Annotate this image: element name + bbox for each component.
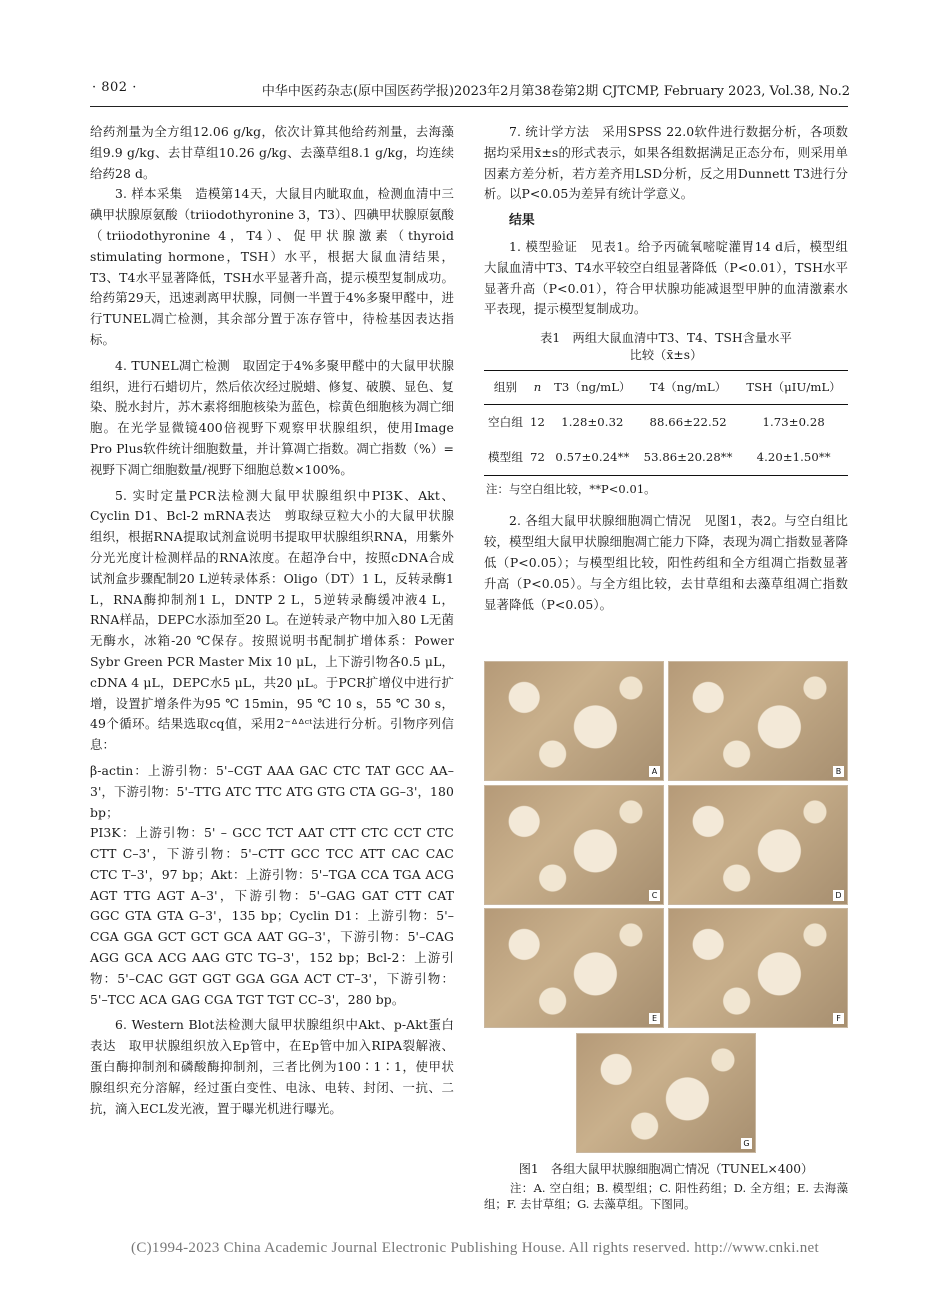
table-cell: 模型组 (484, 440, 527, 475)
paragraph-western-blot: 6. Western Blot法检测大鼠甲状腺组织中Akt、p-Akt蛋白表达 取甲状腺组织放入Ep管中，在Ep管中加入RIPA裂解液、蛋白酶抑制剂和磷酸酶抑制剂，三者比例为100∶1∶1，使甲状腺组织充分溶解，经过蛋白变性、电泳、电转、封闭、一抗、二抗，滴入ECL发光液，置于曝光机进行曝光。 (90, 1017, 454, 1116)
paragraph-dosage: 给药剂量为全方组12.06 g/kg，依次计算其他给药剂量，去海藻组9.9 g/kg、去甘草组10.26 g/kg、去藻草组8.1 g/kg，均连续给药28 d。 (90, 124, 454, 181)
micrograph-panel-b (668, 661, 848, 781)
journal-header: 中华中医药杂志(原中国医药学报)2023年2月第38卷第2期 CJTCMP, February 2023, Vol.38, No.2 (261, 84, 850, 99)
paragraph-statistics: 7. 统计学方法 采用SPSS 22.0软件进行数据分析，各项数据均采用x̄±s的形式表示，如果各组数据满足正态分布，则采用单因素方差分析，若方差齐用LSD分析，反之用Dunnett T3进行分析。以P<0.05为差异有统计学意义。 (484, 124, 848, 202)
panel-label: E (649, 1013, 660, 1024)
table-cell: 12 (530, 414, 545, 429)
table-row (484, 404, 848, 439)
table-cell: 88.66±22.52 (649, 414, 727, 429)
table-cell: 53.86±20.28** (637, 440, 739, 475)
primer-list: PI3K：上游引物：5' – GCC TCT AAT CTT CTC CCT CTC CTT C–3'，下游引物：5'–CTT GCC TCC ATT CAC CAC CTC T–3'，97 bp；Akt：上游引物：5'–TGA CCA TGA ACG AGT TTG AGT A–3'，下游引物：5'–GAG GAT CTT CAT GGC GTA GTA G–3'，135 bp；Cyclin D1：上游引物：5'–CGA GGA GCT GCT GCA AAT GG–3'，下游引物：5'–CAG AGG GCA ACG AAG GTC TG–3'，152 bp；Bcl-2：上游引物：5'–CAC GGT GGT GGA GGA ACT CT–3'，下游引物：5'–TCC ACA GAG CGA TGT TGT CC–3'，280 bp。 (90, 825, 454, 1007)
table-caption-line-1: 表1 两组大鼠血清中T3、T4、TSH含量水平 (540, 331, 792, 346)
right-column (484, 122, 848, 620)
paragraph-sampling: 3. 样本采集 造模第14天，大鼠目内眦取血，检测血清中三碘甲状腺原氨酸（triiodothyronine 3，T3）、四碘甲状腺原氨酸（triiodothyronine 4，T4）、促甲状腺激素（thyroid stimulating hormone，TSH）水平，根据大鼠血清结果，T3、T4水平显著降低，TSH水平显著升高，提示模型复制成功。给药第29天，迅速剥离甲状腺，同侧一半置于4%多聚甲醛中，进行TUNEL凋亡检测，其余部分置于冻存管中，待检基因表达指标。 (90, 186, 454, 347)
panel-label: C (649, 890, 660, 901)
copyright-footer: (C)1994-2023 China Academic Journal Electronic Publishing House. All rights reserved. http://www.cnki.net (131, 1240, 819, 1256)
paragraph-pcr: 5. 实时定量PCR法检测大鼠甲状腺组织中PI3K、Akt、Cyclin D1、Bcl-2 mRNA表达 剪取绿豆粒大小的大鼠甲状腺组织，根据RNA提取试剂盒说明书提取甲状腺组织RNA，用紫外分光光度计检测样品的RNA浓度。在超净台中，按照cDNA合成试剂盒步骤配制20 L逆转录体系：Oligo（DT）1 L，反转录酶1 L，RNA酶抑制剂1 L，DNTP 2 L，5逆转录酶缓冲液4 L，RNA样品，DEPC水添加至20 L。在逆转录产物中加入80 L无菌无酶水，冰箱-20 ℃保存。按照说明书配制扩增体系：Power Sybr Green PCR Master Mix 10 μL，上下游引物各0.5 μL，cDNA 4 μL，DEPC水5 μL，共20 μL。于PCR扩增仪中进行扩增，设置扩增条件为95 ℃ 15min，95 ℃ 10 s，55 ℃ 30 s，49个循环。结果选取cq值，采用2⁻ᐞᐞᶜᵗ法进行分析。引物序列信息： (90, 487, 454, 753)
header-rule (90, 106, 848, 107)
panel-label: G (741, 1138, 752, 1149)
micrograph-panel-a (484, 661, 664, 781)
panel-label: D (833, 890, 844, 901)
micrograph-panel-d (668, 785, 848, 905)
table-cell: 0.57±0.24** (548, 440, 637, 475)
table-header: T4（ng/mL） (637, 371, 739, 405)
paragraph-tunel: 4. TUNEL凋亡检测 取固定于4%多聚甲醛中的大鼠甲状腺组织，进行石蜡切片，然后依次经过脱蜡、修复、破膜、显色、复染、脱水封片，苏木素将细胞核染为蓝色，棕黄色细胞核为凋亡细胞。在光学显微镜400倍视野下观察甲状腺组织，使用Image Pro Plus软件统计细胞数量，并计算凋亡指数。凋亡指数（%）=视野下凋亡细胞数量/视野下细胞总数×100%。 (90, 357, 454, 477)
table-cell: 4.20±1.50** (739, 440, 848, 475)
table-header: n (527, 371, 548, 405)
table-cell: 1.28±0.32 (561, 414, 624, 429)
table-row (484, 440, 848, 475)
table-header: TSH（μIU/mL） (739, 371, 848, 405)
paragraph-model-validation: 1. 模型验证 见表1。给予丙硫氧嘧啶灌胃14 d后，模型组大鼠血清中T3、T4水平较空白组显著降低（P<0.01），TSH水平显著升高（P<0.01），符合甲状腺功能减退型甲肿的血清激素水平表现，提示模型复制成功。 (484, 238, 848, 317)
table-cell: 72 (527, 440, 548, 475)
figure-note: 注：A. 空白组；B. 模型组；C. 阳性药组；D. 全方组；E. 去海藻组；F. 去甘草组；G. 去藻草组。下图同。 (484, 1181, 848, 1211)
table-header-row (484, 371, 848, 405)
results-heading: 结果 (509, 213, 535, 229)
serum-hormone-table (484, 370, 848, 475)
table-caption (484, 330, 848, 364)
table-cell: 空白组 (487, 414, 524, 429)
micrograph-panel-f (668, 908, 848, 1028)
table-note: 注：与空白组比较，**P<0.01。 (486, 481, 656, 496)
paragraph-apoptosis: 2. 各组大鼠甲状腺细胞凋亡情况 见图1，表2。与空白组比较，模型组大鼠甲状腺细胞凋亡能力下降，表现为凋亡指数显著降低（P<0.05）；与模型组比较，阳性药组和全方组凋亡指数显著升高（P<0.05）。与全方组比较，去甘草组和去藻草组凋亡指数显著降低（P<0.05）。 (484, 513, 848, 612)
panel-label: F (833, 1013, 844, 1024)
page-number: · 802 · (92, 80, 137, 95)
figure-1-micrographs (484, 661, 848, 1149)
panel-label: A (649, 766, 660, 777)
micrograph-panel-c (484, 785, 664, 905)
left-column (90, 122, 454, 1124)
table-header: T3（ng/mL） (548, 371, 637, 405)
micrograph-panel-g (576, 1033, 756, 1153)
micrograph-panel-e (484, 908, 664, 1028)
panel-label: B (833, 766, 844, 777)
table-cell: 1.73±0.28 (762, 414, 825, 429)
figure-caption: 图1 各组大鼠甲状腺细胞凋亡情况（TUNEL×400） (518, 1162, 814, 1176)
primer-beta-actin: β-actin：上游引物：5'–CGT AAA GAC CTC TAT GCC AA–3'，下游引物：5'–TTG ATC TTC ATG GTG CTA GG–3'，180 bp； (90, 762, 454, 820)
table-header: 组别 (484, 371, 527, 405)
table-caption-line-2: 比较（x̄±s） (629, 348, 703, 363)
